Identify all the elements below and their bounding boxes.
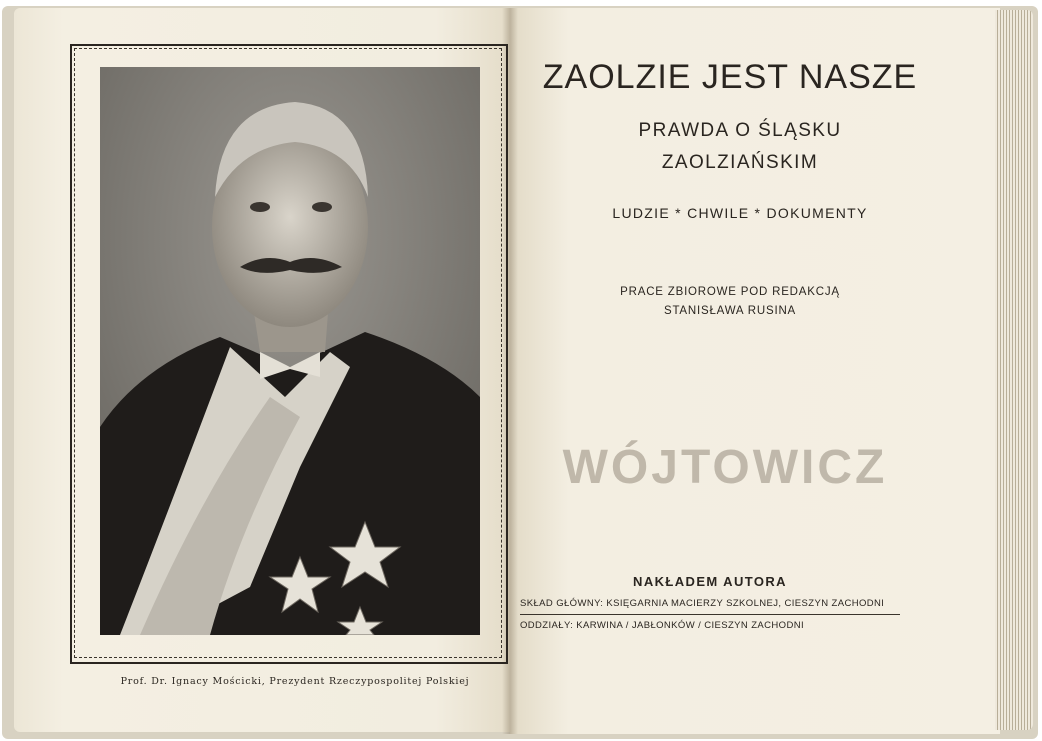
portrait-caption: Prof. Dr. Ignacy Mościcki, Prezydent Rzeczypospolitej Polskiej bbox=[120, 676, 470, 687]
watermark: WÓJTOWICZ bbox=[562, 441, 888, 494]
oddzialy-line: ODDZIAŁY: KARWINA / JABŁONKÓW / CIESZYN ZACHODNI bbox=[520, 620, 805, 631]
tagline: LUDZIE * CHWILE * DOKUMENTY bbox=[612, 205, 868, 221]
divider-rule bbox=[520, 614, 900, 615]
editor-line-2: STANISŁAWA RUSINA bbox=[663, 305, 797, 317]
portrait-photo-icon bbox=[100, 67, 480, 635]
editor-line-1: PRACE ZBIOROWE POD REDAKCJĄ bbox=[620, 286, 840, 298]
page-edges bbox=[995, 10, 1033, 730]
sklad-line: SKŁAD GŁÓWNY: KSIĘGARNIA MACIERZY SZKOLNEJ, CIESZYN ZACHODNI bbox=[520, 598, 885, 609]
subtitle-line-2: ZAOLZIAŃSKIM bbox=[661, 152, 819, 173]
publisher-line: NAKŁADEM AUTORA bbox=[633, 574, 787, 589]
book-title: ZAOLZIE JEST NASZE bbox=[542, 58, 918, 96]
subtitle-line-1: PRAWDA O ŚLĄSKU bbox=[638, 120, 842, 141]
